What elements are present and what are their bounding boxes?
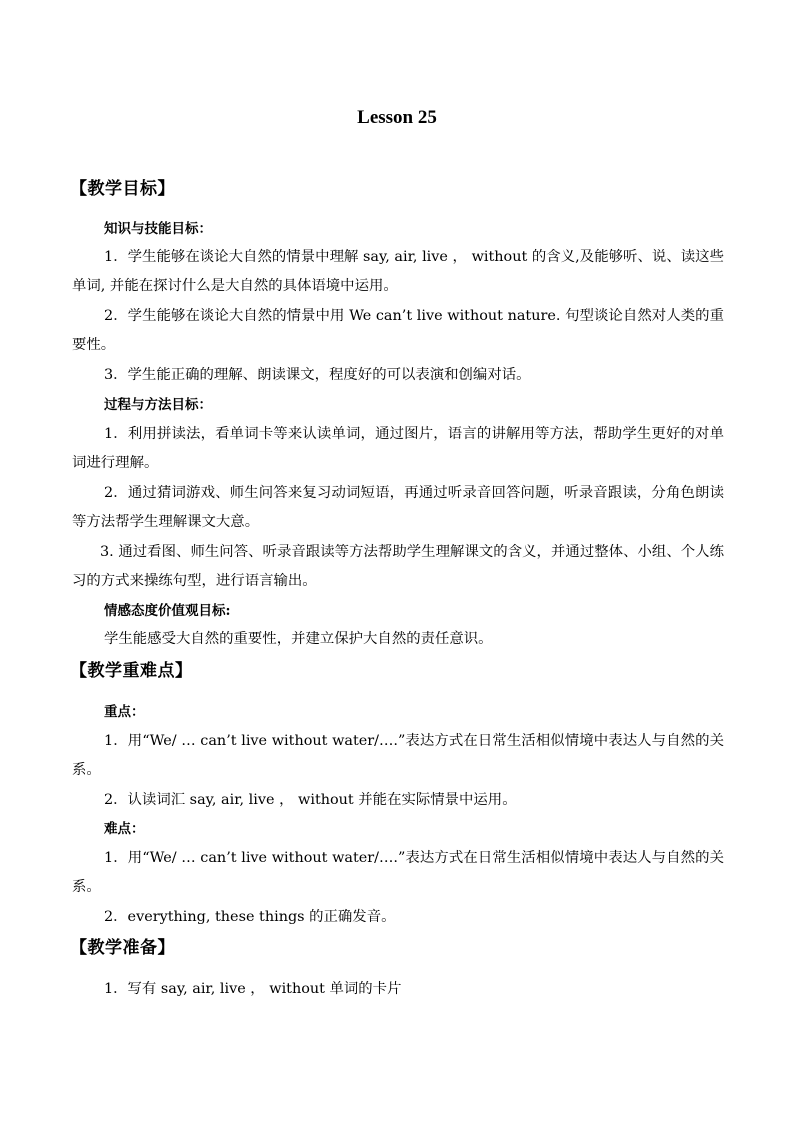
subheading-knowledge-skills: 知识与技能目标： — [104, 221, 212, 237]
paragraph-difficulty-2: 2．everything, these things 的正确发音。 — [104, 909, 396, 925]
subheading-focus: 重点： — [104, 704, 145, 720]
paragraph-process-2: 2．通过猜词游戏、师生问答来复习动词短语，再通过听录音回答问题，听录音跟读，分角色朗读等方法帮学生理解课文大意。 — [72, 485, 724, 531]
paragraph-focus-1: 1．用“We/ … can’t live without water/….”表达方式在日常生活相似情境中表达人与自然的关系。 — [72, 733, 724, 779]
paragraph-preparation-1: 1．写有 say, air, live ， without 单词的卡片 — [104, 981, 402, 997]
section-heading-preparation: 【教学准备】 — [70, 938, 175, 958]
paragraph-knowledge-3: 3．学生能正确的理解、朗读课文，程度好的可以表演和创编对话。 — [104, 367, 531, 383]
paragraph-knowledge-2: 2．学生能够在谈论大自然的情景中用 We can’t live without nature. 句型谈论自然对人类的重要性。 — [72, 308, 724, 354]
paragraph-process-1: 1．利用拼读法，看单词卡等来认读单词，通过图片，语言的讲解用等方法，帮助学生更好的对单词进行理解。 — [72, 426, 724, 472]
page-title: Lesson 25 — [357, 107, 437, 128]
paragraph-knowledge-1: 1．学生能够在谈论大自然的情景中理解 say, air, live ， without 的含义,及能够听、说、读这些单词, 并能在探讨什么是大自然的具体语境中运用。 — [72, 249, 724, 295]
paragraph-focus-2: 2．认读词汇 say, air, live ， without 并能在实际情景中运用。 — [104, 792, 517, 808]
paragraph-attitude-1: 学生能感受大自然的重要性，并建立保护大自然的责任意识。 — [104, 631, 493, 647]
subheading-process-methods: 过程与方法目标： — [104, 397, 212, 413]
paragraph-difficulty-1: 1．用“We/ … can’t live without water/….”表达方式在日常生活相似情境中表达人与自然的关系。 — [72, 850, 724, 896]
paragraph-process-3: 3. 通过看图、师生问答、听录音跟读等方法帮助学生理解课文的含义，并通过整体、小组、个人练习的方式来操练句型，进行语言输出。 — [72, 544, 724, 590]
subheading-difficulty: 难点： — [104, 821, 145, 837]
section-heading-key-points: 【教学重难点】 — [70, 661, 193, 681]
subheading-attitude-values: 情感态度价值观目标: — [104, 603, 231, 619]
section-heading-objectives: 【教学目标】 — [70, 179, 175, 199]
